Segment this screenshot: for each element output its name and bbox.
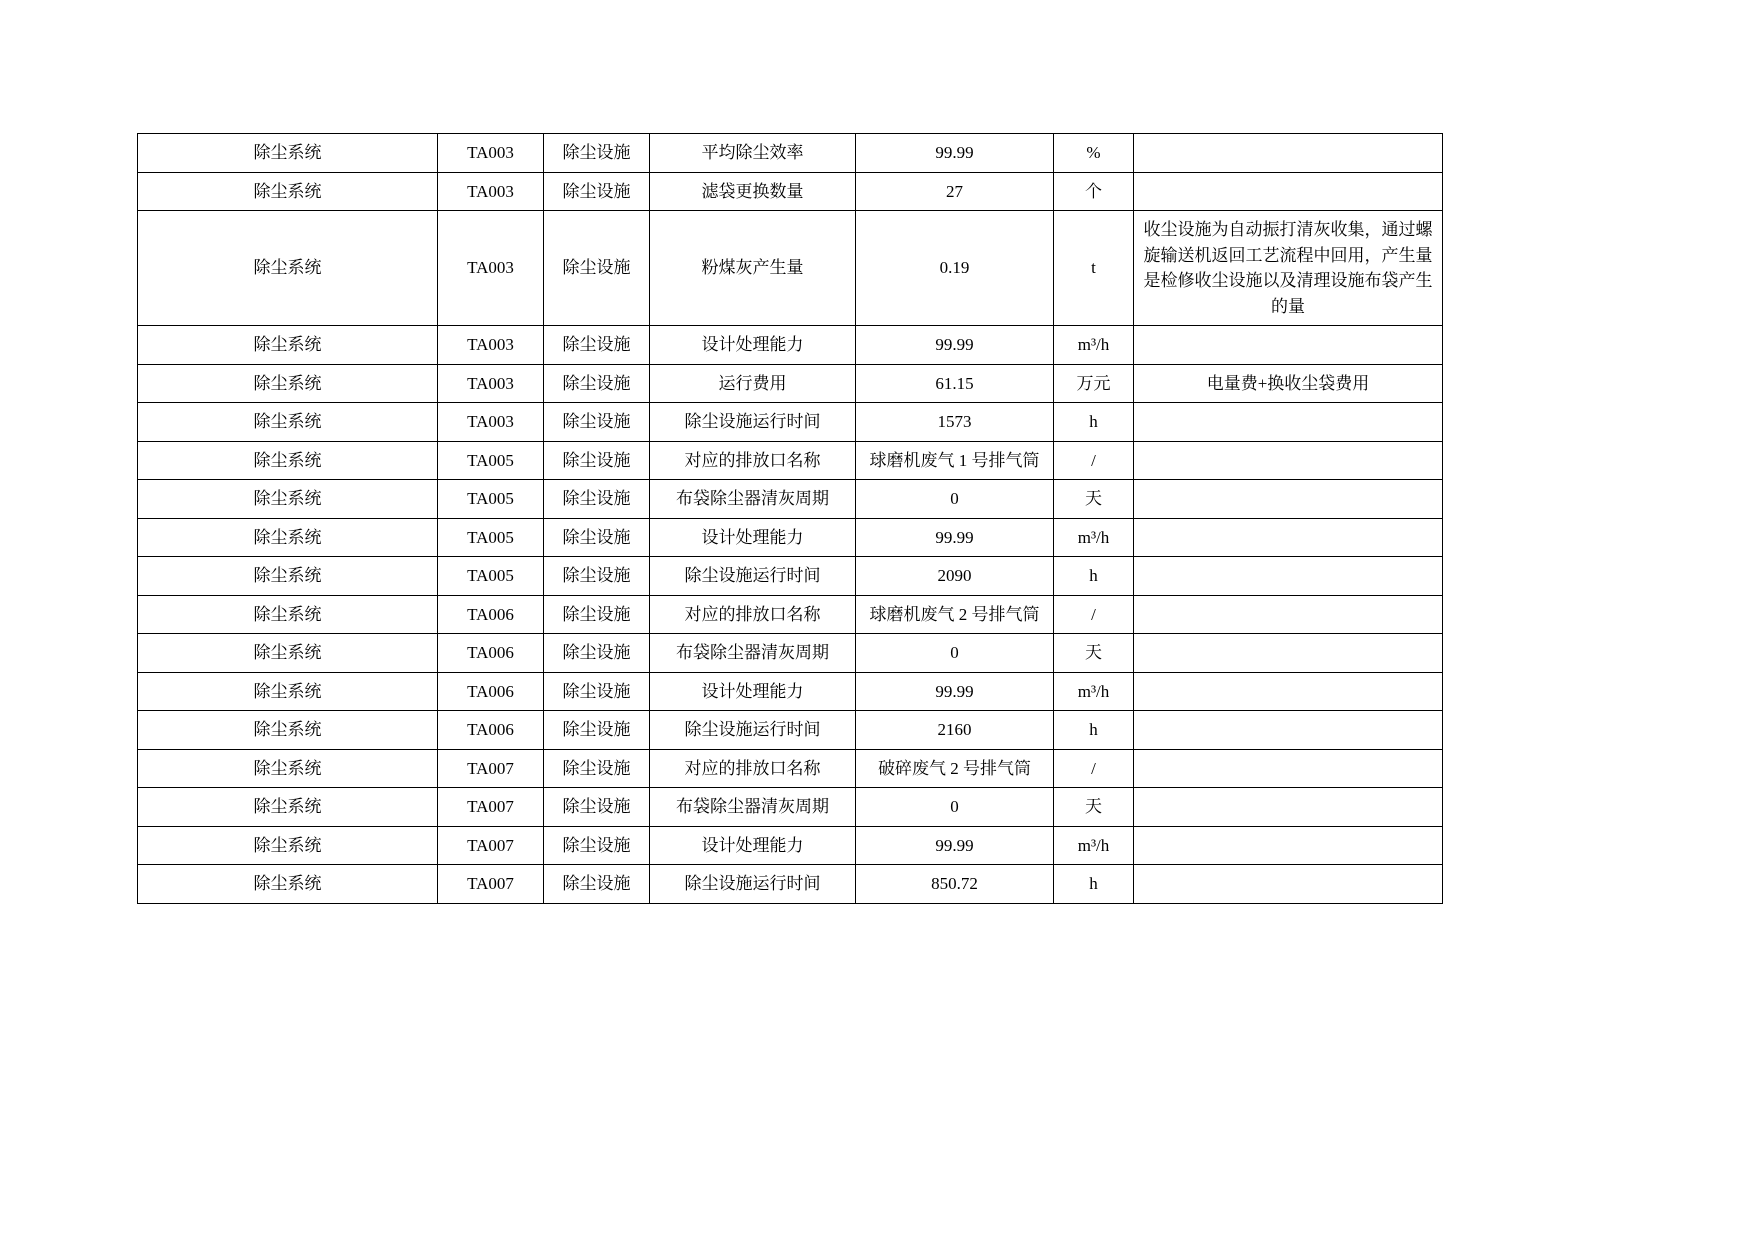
cell-unit: h <box>1054 711 1134 750</box>
table-row <box>138 518 1443 557</box>
cell-system: 除尘系统 <box>138 518 438 557</box>
cell-category: 除尘设施 <box>544 134 650 173</box>
cell-unit: h <box>1054 403 1134 442</box>
table-row <box>138 557 1443 596</box>
cell-note <box>1134 788 1443 827</box>
cell-system: 除尘系统 <box>138 364 438 403</box>
table-row <box>138 865 1443 904</box>
cell-metric: 设计处理能力 <box>650 326 856 365</box>
environmental-facility-table <box>137 133 1443 904</box>
cell-category: 除尘设施 <box>544 826 650 865</box>
cell-code: TA005 <box>438 480 544 519</box>
table-body <box>138 134 1443 904</box>
cell-system: 除尘系统 <box>138 211 438 326</box>
cell-category: 除尘设施 <box>544 326 650 365</box>
cell-system: 除尘系统 <box>138 826 438 865</box>
cell-value: 99.99 <box>856 134 1054 173</box>
cell-unit: 天 <box>1054 788 1134 827</box>
cell-value: 0 <box>856 634 1054 673</box>
table-row <box>138 672 1443 711</box>
cell-note <box>1134 172 1443 211</box>
data-table-container <box>137 133 1442 904</box>
cell-metric: 对应的排放口名称 <box>650 749 856 788</box>
cell-category: 除尘设施 <box>544 172 650 211</box>
table-row <box>138 634 1443 673</box>
cell-metric: 除尘设施运行时间 <box>650 557 856 596</box>
table-row <box>138 480 1443 519</box>
cell-value: 球磨机废气 2 号排气筒 <box>856 595 1054 634</box>
cell-code: TA007 <box>438 826 544 865</box>
cell-category: 除尘设施 <box>544 788 650 827</box>
table-row <box>138 711 1443 750</box>
cell-note <box>1134 134 1443 173</box>
cell-category: 除尘设施 <box>544 518 650 557</box>
cell-code: TA003 <box>438 326 544 365</box>
cell-note <box>1134 634 1443 673</box>
cell-value: 1573 <box>856 403 1054 442</box>
cell-value: 27 <box>856 172 1054 211</box>
cell-metric: 布袋除尘器清灰周期 <box>650 480 856 519</box>
table-row <box>138 441 1443 480</box>
cell-category: 除尘设施 <box>544 711 650 750</box>
cell-system: 除尘系统 <box>138 480 438 519</box>
cell-system: 除尘系统 <box>138 172 438 211</box>
table-row <box>138 211 1443 326</box>
cell-system: 除尘系统 <box>138 749 438 788</box>
cell-note <box>1134 865 1443 904</box>
cell-unit: / <box>1054 441 1134 480</box>
cell-note <box>1134 518 1443 557</box>
cell-code: TA007 <box>438 865 544 904</box>
cell-system: 除尘系统 <box>138 711 438 750</box>
cell-code: TA007 <box>438 788 544 827</box>
cell-value: 99.99 <box>856 326 1054 365</box>
cell-value: 99.99 <box>856 672 1054 711</box>
cell-note <box>1134 672 1443 711</box>
table-row <box>138 788 1443 827</box>
cell-unit: m³/h <box>1054 518 1134 557</box>
cell-category: 除尘设施 <box>544 403 650 442</box>
cell-code: TA003 <box>438 134 544 173</box>
cell-note <box>1134 711 1443 750</box>
cell-code: TA003 <box>438 172 544 211</box>
cell-category: 除尘设施 <box>544 595 650 634</box>
cell-system: 除尘系统 <box>138 634 438 673</box>
cell-value: 0 <box>856 788 1054 827</box>
cell-metric: 布袋除尘器清灰周期 <box>650 634 856 673</box>
cell-value: 99.99 <box>856 826 1054 865</box>
table-row <box>138 134 1443 173</box>
cell-unit: % <box>1054 134 1134 173</box>
cell-unit: m³/h <box>1054 326 1134 365</box>
cell-code: TA007 <box>438 749 544 788</box>
cell-note <box>1134 480 1443 519</box>
cell-unit: 万元 <box>1054 364 1134 403</box>
cell-note <box>1134 326 1443 365</box>
cell-note <box>1134 749 1443 788</box>
table-row <box>138 595 1443 634</box>
cell-system: 除尘系统 <box>138 788 438 827</box>
cell-unit: h <box>1054 557 1134 596</box>
cell-code: TA003 <box>438 403 544 442</box>
cell-code: TA006 <box>438 595 544 634</box>
cell-note <box>1134 403 1443 442</box>
cell-value: 0 <box>856 480 1054 519</box>
cell-unit: / <box>1054 595 1134 634</box>
cell-category: 除尘设施 <box>544 211 650 326</box>
cell-code: TA005 <box>438 518 544 557</box>
cell-metric: 运行费用 <box>650 364 856 403</box>
cell-value: 球磨机废气 1 号排气筒 <box>856 441 1054 480</box>
cell-code: TA006 <box>438 711 544 750</box>
cell-note <box>1134 595 1443 634</box>
cell-category: 除尘设施 <box>544 749 650 788</box>
cell-value: 0.19 <box>856 211 1054 326</box>
cell-note: 收尘设施为自动振打清灰收集，通过螺旋输送机返回工艺流程中回用，产生量是检修收尘设施以及清理设施布袋产生的量 <box>1134 211 1443 326</box>
cell-metric: 除尘设施运行时间 <box>650 711 856 750</box>
cell-system: 除尘系统 <box>138 557 438 596</box>
cell-value: 2090 <box>856 557 1054 596</box>
cell-value: 850.72 <box>856 865 1054 904</box>
cell-metric: 粉煤灰产生量 <box>650 211 856 326</box>
table-row <box>138 403 1443 442</box>
cell-category: 除尘设施 <box>544 364 650 403</box>
cell-metric: 除尘设施运行时间 <box>650 403 856 442</box>
cell-value: 61.15 <box>856 364 1054 403</box>
cell-code: TA005 <box>438 557 544 596</box>
cell-metric: 布袋除尘器清灰周期 <box>650 788 856 827</box>
cell-metric: 设计处理能力 <box>650 672 856 711</box>
cell-category: 除尘设施 <box>544 634 650 673</box>
cell-code: TA006 <box>438 634 544 673</box>
cell-category: 除尘设施 <box>544 480 650 519</box>
cell-system: 除尘系统 <box>138 134 438 173</box>
cell-value: 99.99 <box>856 518 1054 557</box>
cell-code: TA003 <box>438 211 544 326</box>
cell-note <box>1134 441 1443 480</box>
table-row <box>138 749 1443 788</box>
cell-code: TA005 <box>438 441 544 480</box>
cell-system: 除尘系统 <box>138 403 438 442</box>
cell-note <box>1134 557 1443 596</box>
cell-unit: 个 <box>1054 172 1134 211</box>
cell-category: 除尘设施 <box>544 865 650 904</box>
cell-unit: 天 <box>1054 634 1134 673</box>
cell-metric: 滤袋更换数量 <box>650 172 856 211</box>
cell-code: TA003 <box>438 364 544 403</box>
cell-metric: 对应的排放口名称 <box>650 441 856 480</box>
cell-metric: 平均除尘效率 <box>650 134 856 173</box>
cell-unit: t <box>1054 211 1134 326</box>
cell-system: 除尘系统 <box>138 595 438 634</box>
cell-system: 除尘系统 <box>138 672 438 711</box>
cell-system: 除尘系统 <box>138 865 438 904</box>
cell-code: TA006 <box>438 672 544 711</box>
cell-unit: m³/h <box>1054 826 1134 865</box>
cell-metric: 对应的排放口名称 <box>650 595 856 634</box>
cell-category: 除尘设施 <box>544 672 650 711</box>
table-row <box>138 172 1443 211</box>
cell-unit: h <box>1054 865 1134 904</box>
cell-category: 除尘设施 <box>544 557 650 596</box>
cell-metric: 设计处理能力 <box>650 518 856 557</box>
cell-note: 电量费+换收尘袋费用 <box>1134 364 1443 403</box>
cell-category: 除尘设施 <box>544 441 650 480</box>
cell-note <box>1134 826 1443 865</box>
cell-metric: 设计处理能力 <box>650 826 856 865</box>
table-row <box>138 826 1443 865</box>
cell-system: 除尘系统 <box>138 441 438 480</box>
cell-value: 2160 <box>856 711 1054 750</box>
cell-metric: 除尘设施运行时间 <box>650 865 856 904</box>
cell-system: 除尘系统 <box>138 326 438 365</box>
table-row <box>138 364 1443 403</box>
cell-unit: / <box>1054 749 1134 788</box>
cell-unit: m³/h <box>1054 672 1134 711</box>
cell-value: 破碎废气 2 号排气筒 <box>856 749 1054 788</box>
table-row <box>138 326 1443 365</box>
cell-unit: 天 <box>1054 480 1134 519</box>
